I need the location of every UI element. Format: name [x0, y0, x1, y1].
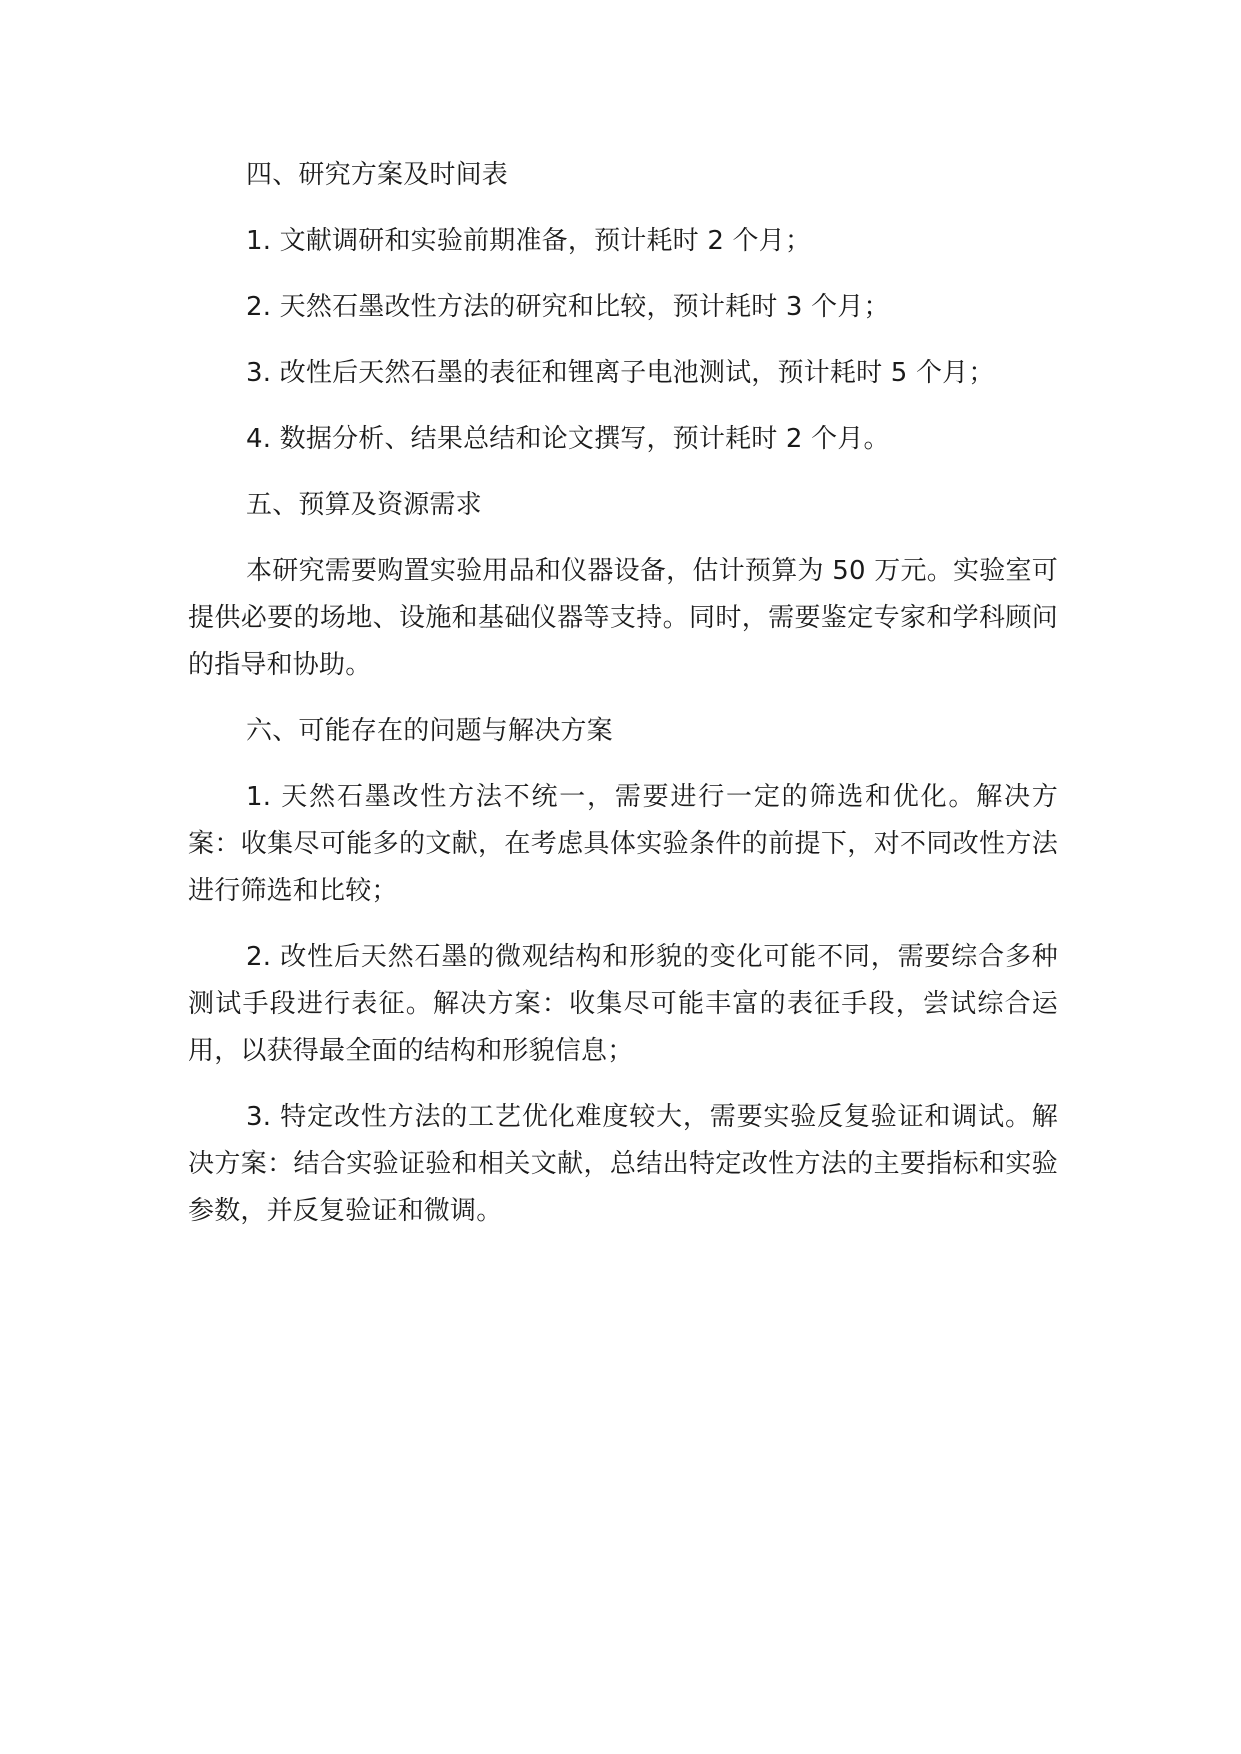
section-heading-schedule: 四、研究方案及时间表: [246, 160, 509, 190]
document-body: [188, 152, 1058, 1235]
section-heading-budget: 五、预算及资源需求: [246, 490, 482, 520]
schedule-item-1: 1. 文献调研和实验前期准备，预计耗时 2 个月；: [246, 226, 812, 256]
section-heading-issues: 六、可能存在的问题与解决方案: [246, 716, 613, 746]
issue-item-3: 3. 特定改性方法的工艺优化难度较大，需要实验反复验证和调试。解决方案：结合实验证验和相关文献，总结出特定改性方法的主要指标和实验参数，并反复验证和微调。: [188, 1102, 1058, 1226]
issue-item-1: 1. 天然石墨改性方法不统一，需要进行一定的筛选和优化。解决方案：收集尽可能多的文献，在考虑具体实验条件的前提下，对不同改性方法进行筛选和比较；: [188, 782, 1058, 906]
issue-item-2: 2. 改性后天然石墨的微观结构和形貌的变化可能不同，需要综合多种测试手段进行表征。解决方案：收集尽可能丰富的表征手段，尝试综合运用，以获得最全面的结构和形貌信息；: [188, 942, 1058, 1066]
schedule-item-2: 2. 天然石墨改性方法的研究和比较，预计耗时 3 个月；: [246, 292, 890, 322]
schedule-item-4: 4. 数据分析、结果总结和论文撰写，预计耗时 2 个月。: [246, 424, 890, 454]
schedule-item-3: 3. 改性后天然石墨的表征和锂离子电池测试，预计耗时 5 个月；: [246, 358, 995, 388]
budget-paragraph: 本研究需要购置实验用品和仪器设备，估计预算为 50 万元。实验室可提供必要的场地、设施和基础仪器等支持。同时，需要鉴定专家和学科顾问的指导和协助。: [188, 556, 1058, 680]
